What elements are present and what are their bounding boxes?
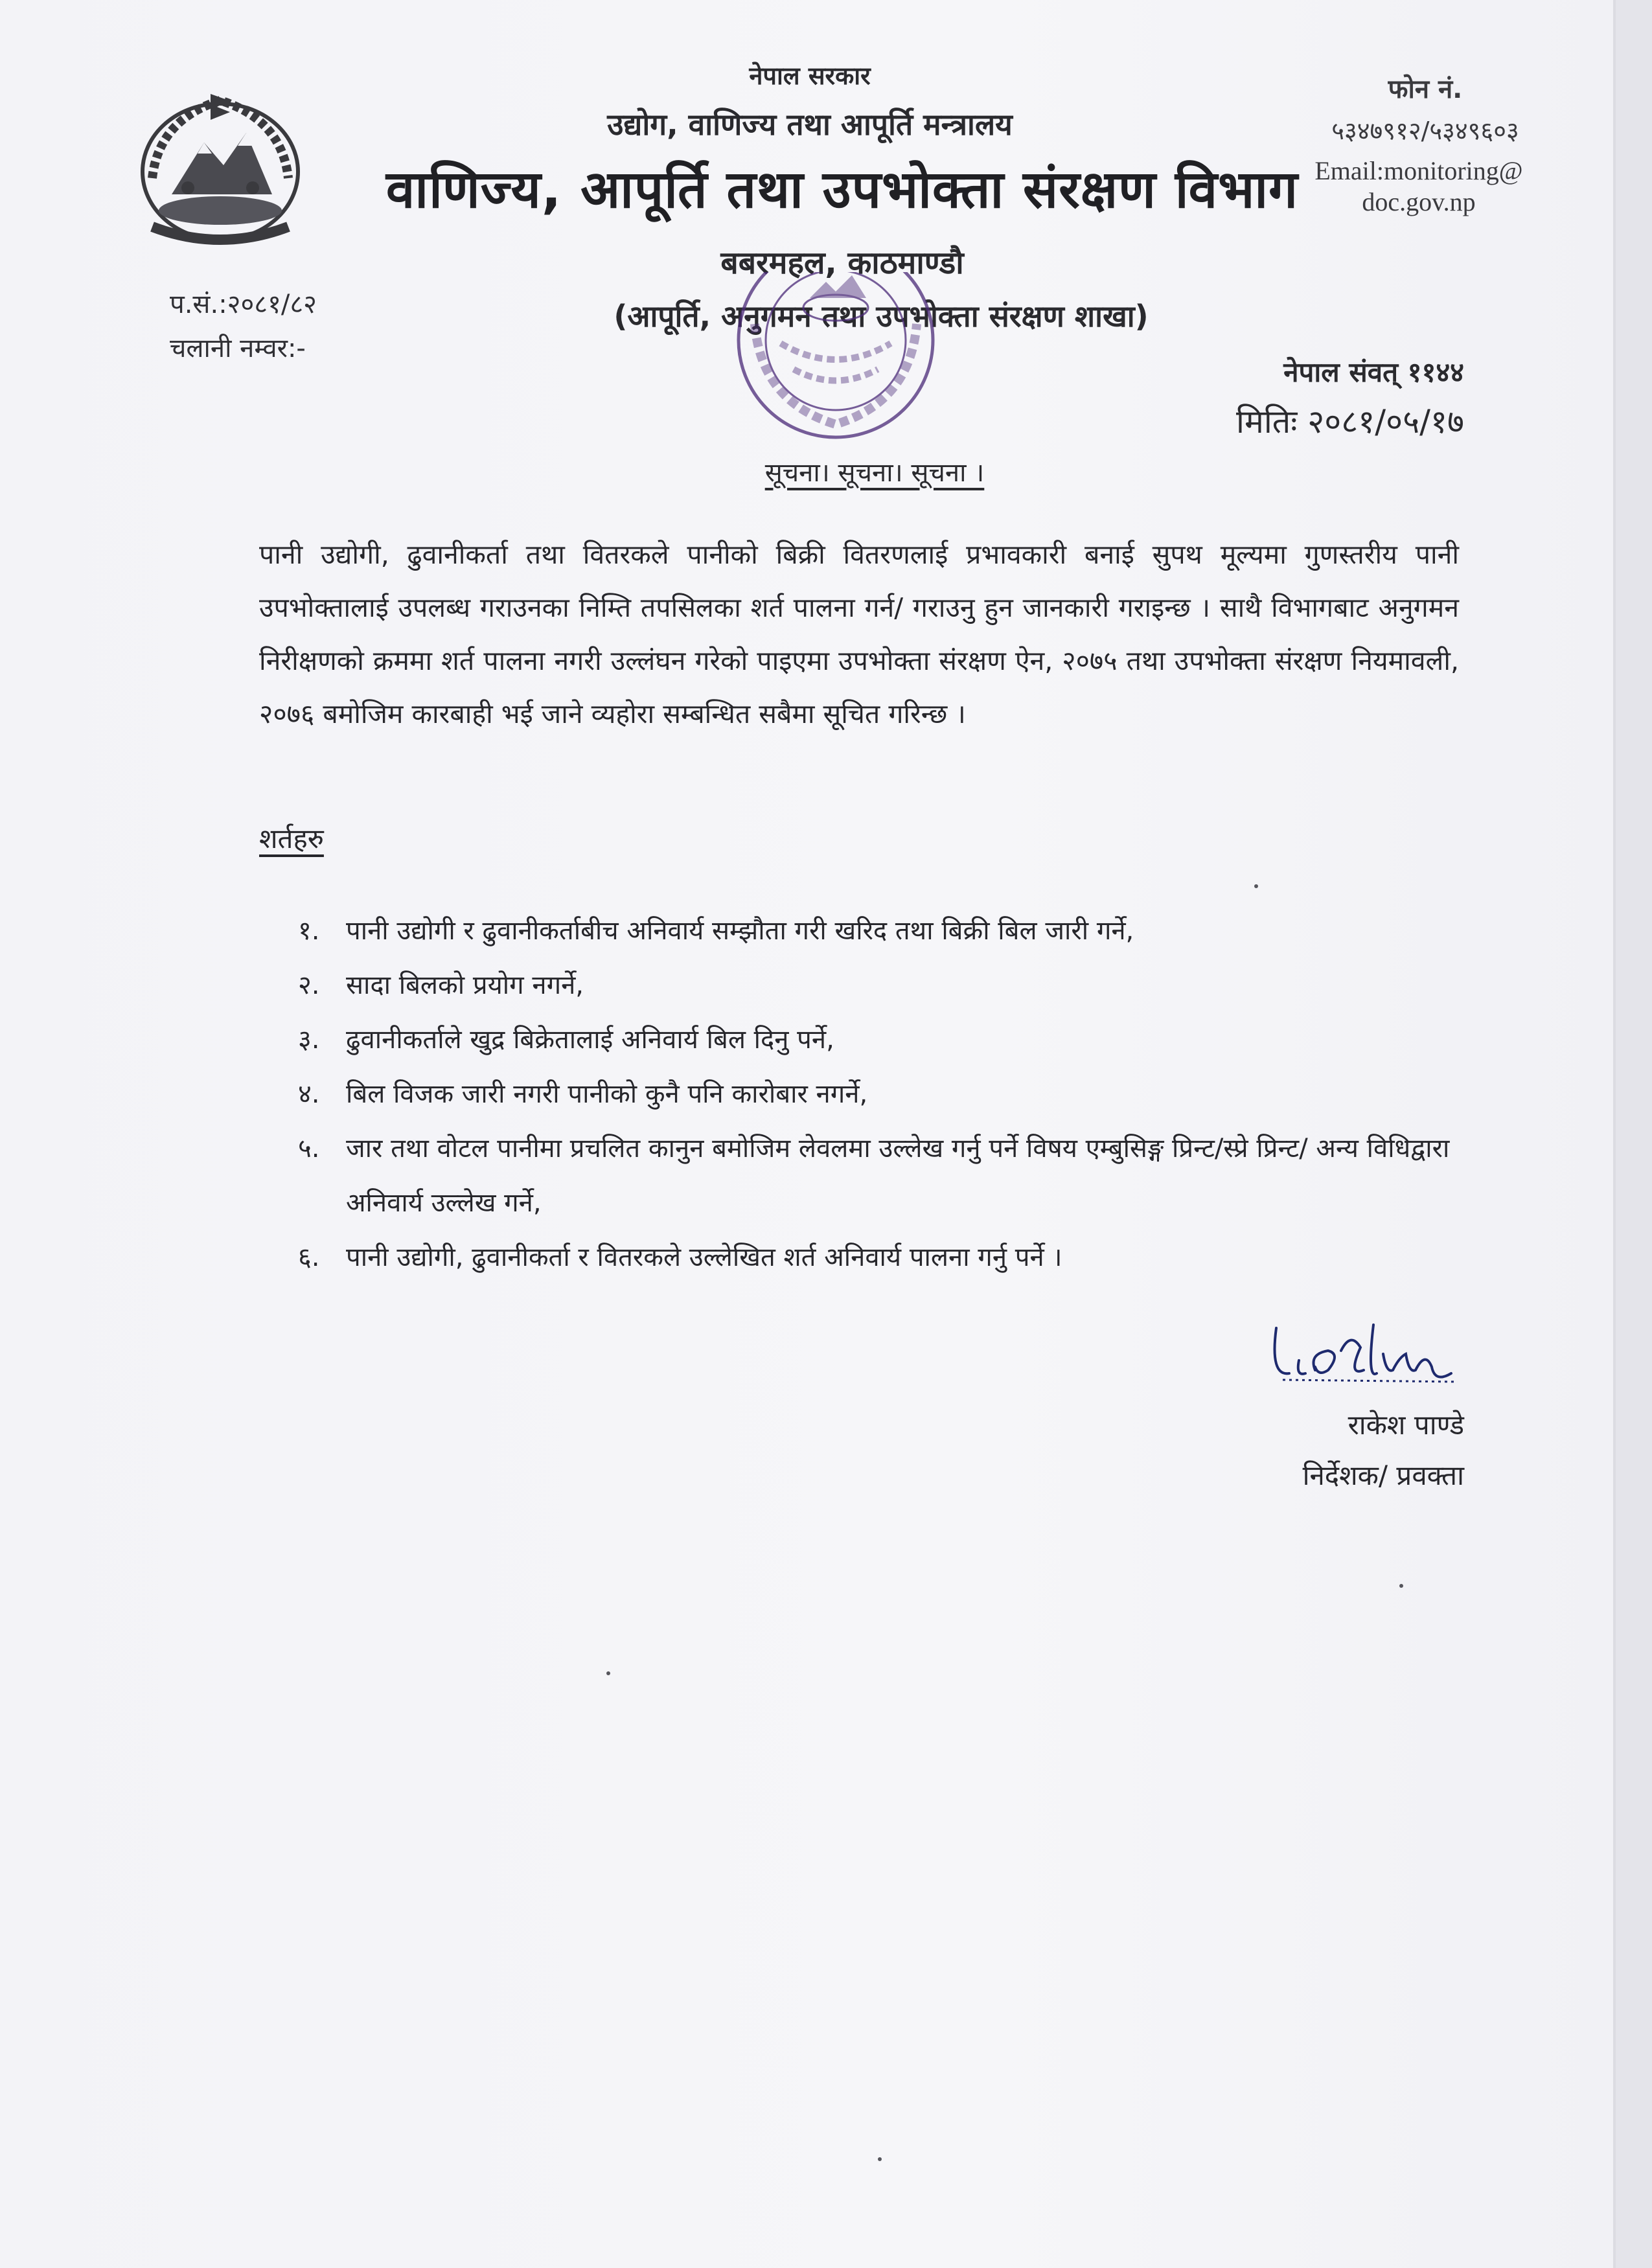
list-item-number: ५. bbox=[298, 1134, 320, 1163]
list-item-number: ४. bbox=[298, 1079, 320, 1109]
government-name: नेपाल सरकार bbox=[749, 62, 871, 90]
signatory-title: निर्देशक/ प्रवक्ता bbox=[1302, 1460, 1464, 1491]
list-item-text: पानी उद्योगी र ढुवानीकर्ताबीच अनिवार्य सम्झौता गरी खरिद तथा बिक्री बिल जारी गर्ने, bbox=[346, 916, 1134, 946]
list-item bbox=[298, 1230, 1464, 1285]
office-location: बबरमहल, काठमाण्डौ bbox=[720, 245, 964, 281]
dispatch-number: चलानी नम्वर:- bbox=[170, 334, 306, 363]
letter-date: मितिः २०८१/०५/१७ bbox=[1236, 403, 1464, 441]
letter-number: प.सं.:२०८१/८२ bbox=[170, 290, 317, 319]
signature-icon bbox=[1263, 1315, 1477, 1393]
list-item-text: ढुवानीकर्ताले खुद्र बिक्रेतालाई अनिवार्य बिल दिनु पर्ने, bbox=[346, 1025, 834, 1055]
notice-body: पानी उद्योगी, ढुवानीकर्ता तथा वितरकले पानीको बिक्री वितरणलाई प्रभावकारी बनाई सुपथ मूल्यमा गुणस्तरीय पानी उपभोक्तालाई उपलब्ध गराउनका निम्ति तपसिलका शर्त पालना गर्न/ गराउनु हुन जानकारी गराइन्छ । साथै विभागबाट अनुगमन निरीक्षणको क्रममा शर्त पालना नगरी उल्लंघन गरेको पाइएमा उपभोक्ता संरक्षण ऐन, २०७५ तथा उपभोक्ता संरक्षण नियमावली, २०७६ बमोजिम कारबाही भई जाने व्यहोरा सम्बन्धित सबैमा सूचित गरिन्छ । bbox=[259, 539, 1459, 729]
section-name: (आपूर्ति, अनुगमन तथा उपभोक्ता संरक्षण शाखा) bbox=[614, 299, 1149, 334]
phone-number: ५३४७९१२/५३४९६०३ bbox=[1331, 117, 1519, 145]
paper-speck bbox=[1399, 1584, 1403, 1588]
signatory-name: राकेश पाण्डे bbox=[1348, 1409, 1464, 1441]
list-item bbox=[298, 958, 1464, 1013]
conditions-list bbox=[298, 904, 1464, 1285]
department-name: वाणिज्य, आपूर्ति तथा उपभोक्ता संरक्षण विभाग bbox=[385, 159, 1299, 220]
list-item-number: ६. bbox=[298, 1243, 320, 1272]
list-item bbox=[298, 904, 1464, 958]
notice-heading bbox=[648, 453, 1101, 489]
notice-heading-text: सूचना। सूचना। सूचना । bbox=[764, 458, 985, 488]
list-item-number: २. bbox=[298, 970, 320, 1000]
office-stamp-icon bbox=[696, 272, 975, 466]
list-item bbox=[298, 1013, 1464, 1067]
list-item-number: ३. bbox=[298, 1025, 320, 1055]
email-line-1: Email:monitoring@ bbox=[1314, 156, 1523, 185]
paper-speck bbox=[878, 2157, 882, 2161]
list-item-text: सादा बिलको प्रयोग नगर्ने, bbox=[346, 970, 584, 1000]
list-item-number: १. bbox=[298, 916, 320, 946]
email-line-2: doc.gov.np bbox=[1362, 187, 1476, 216]
conditions-title: शर्तहरु bbox=[259, 823, 324, 854]
list-item-text: पानी उद्योगी, ढुवानीकर्ता र वितरकले उल्लेखित शर्त अनिवार्य पालना गर्नु पर्ने । bbox=[346, 1243, 1062, 1272]
scan-edge bbox=[1616, 0, 1652, 2268]
list-item bbox=[298, 1121, 1464, 1230]
email-address bbox=[1296, 155, 1542, 218]
nepal-emblem-icon bbox=[126, 81, 314, 249]
list-item-text: जार तथा वोटल पानीमा प्रचलित कानुन बमोजिम लेवलमा उल्लेख गर्नु पर्ने विषय एम्बुसिङ्ग प्रिन्ट/स्प्रे प्रिन्ट/ अन्य विधिद्वारा अनिवार्य उल्लेख गर्ने, bbox=[346, 1134, 1450, 1218]
ministry-name: उद्योग, वाणिज्य तथा आपूर्ति मन्त्रालय bbox=[607, 107, 1013, 142]
list-item bbox=[298, 1067, 1464, 1121]
paper-speck bbox=[1254, 884, 1258, 888]
nepal-sambat-year: नेपाल संवत् ११४४ bbox=[1283, 356, 1464, 388]
phone-label: फोन नं. bbox=[1388, 74, 1463, 104]
paper-speck bbox=[606, 1671, 610, 1675]
list-item-text: बिल विजक जारी नगरी पानीको कुनै पनि कारोबार नगर्ने, bbox=[346, 1079, 868, 1109]
